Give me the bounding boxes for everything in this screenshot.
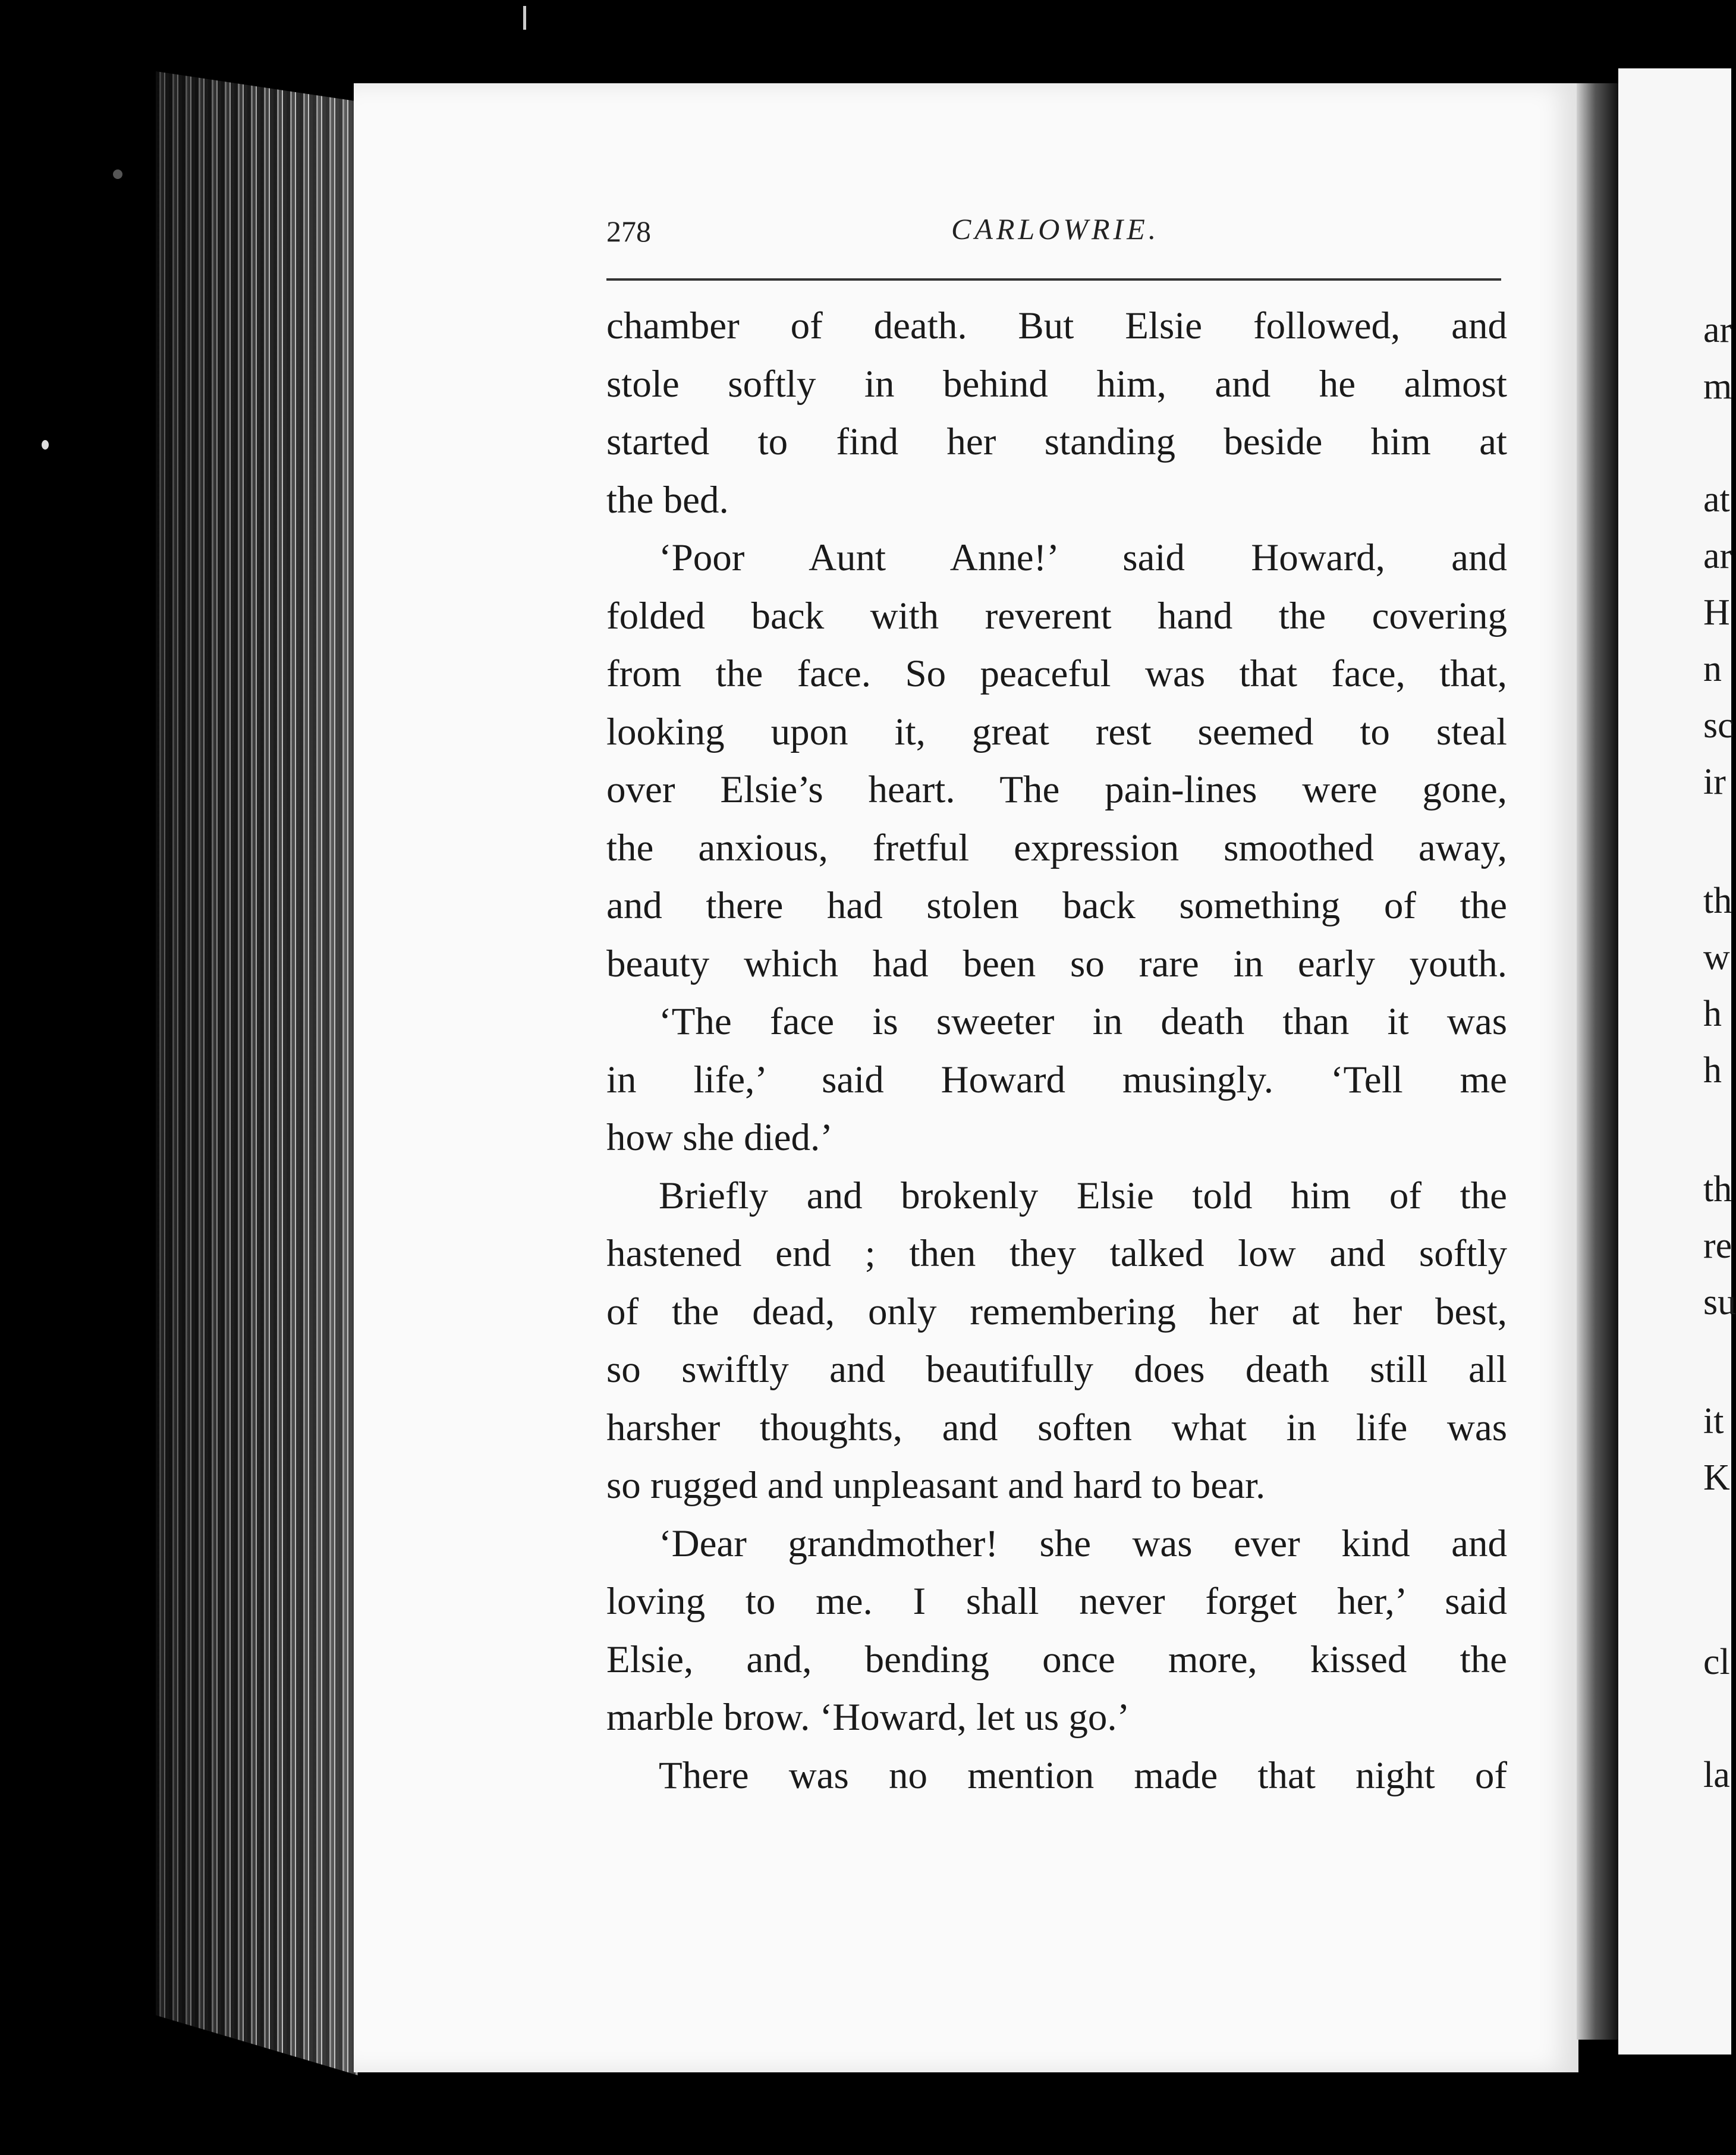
text-line: Briefly and brokenly Elsie told him of the (659, 1174, 1507, 1217)
body-text (606, 297, 1507, 1805)
scan-speck (42, 440, 49, 450)
fragment: w (1703, 937, 1730, 978)
fragment: ir (1703, 762, 1726, 802)
header-rule (606, 278, 1501, 281)
text-line: in life,’ said Howard musingly. ‘Tell me (606, 1058, 1507, 1101)
text-line: marble brow. ‘Howard, let us go.’ (606, 1696, 1130, 1739)
text-line: how she died.’ (606, 1116, 833, 1159)
book-gutter (1577, 83, 1618, 2040)
fragment: su (1703, 1282, 1736, 1322)
running-head: CARLOWRIE. (951, 212, 1160, 246)
fragment: ar (1703, 310, 1732, 350)
page-header (606, 214, 1498, 256)
text-line: ‘Poor Aunt Anne!’ said Howard, and (659, 536, 1507, 579)
text-line: harsher thoughts, and soften what in life was (606, 1406, 1507, 1449)
text-line: the anxious, fretful expression smoothed away, (606, 826, 1507, 869)
text-line: ‘The face is sweeter in death than it was (659, 1000, 1507, 1043)
fragment: n (1703, 649, 1722, 689)
fragment: re (1703, 1226, 1732, 1266)
text-line: ‘Dear grandmother! she was ever kind and (659, 1522, 1507, 1565)
text-line: folded back with reverent hand the covering (606, 594, 1507, 637)
text-line: beauty which had been so rare in early youth. (606, 942, 1507, 985)
fragment: sc (1703, 705, 1734, 746)
text-line: hastened end ; then they talked low and softly (606, 1232, 1507, 1275)
fragment: K (1703, 1457, 1730, 1498)
text-line: and there had stolen back something of the (606, 884, 1507, 927)
fragment: m (1703, 366, 1732, 407)
book-edge-shadow (156, 71, 358, 2075)
text-line: looking upon it, great rest seemed to steal (606, 710, 1507, 753)
text-line: chamber of death. But Elsie followed, and (606, 304, 1507, 347)
fragment: th (1703, 881, 1732, 921)
text-line: loving to me. I shall never forget her,’ said (606, 1580, 1507, 1623)
fragment: at (1703, 479, 1730, 520)
fragment: it (1703, 1401, 1724, 1441)
text-line: stole softly in behind him, and he almost (606, 362, 1507, 406)
text-line: There was no mention made that night of (659, 1754, 1507, 1797)
text-line: Elsie, and, bending once more, kissed the (606, 1638, 1507, 1681)
text-line: of the dead, only remembering her at her best, (606, 1290, 1507, 1333)
fragment: th (1703, 1169, 1732, 1210)
fragment: cl (1703, 1642, 1730, 1682)
fragment: H (1703, 592, 1730, 633)
text-line: started to find her standing beside him at (606, 420, 1507, 463)
text-line: over Elsie’s heart. The pain-lines were gone, (606, 768, 1507, 811)
scan-mark (523, 6, 526, 30)
text-line: so rugged and unpleasant and hard to bear. (606, 1464, 1266, 1507)
fragment: h (1703, 994, 1722, 1034)
page-number: 278 (606, 215, 651, 248)
text-line: the bed. (606, 478, 729, 522)
text-line: from the face. So peaceful was that face, that, (606, 652, 1507, 695)
scan-speck (113, 169, 122, 179)
fragment: la (1703, 1755, 1730, 1795)
fragment: h (1703, 1050, 1722, 1091)
fragment: ar (1703, 536, 1732, 576)
text-line: so swiftly and beautifully does death still all (606, 1348, 1507, 1391)
